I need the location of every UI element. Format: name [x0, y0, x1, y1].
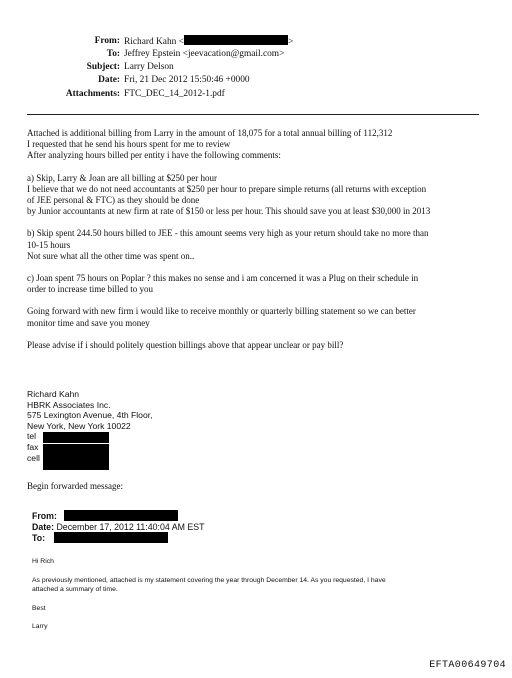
subject-label: Subject:	[86, 62, 120, 72]
forwarded-greeting: Hi Rich	[32, 558, 54, 565]
from-value	[124, 35, 293, 49]
forwarded-message-line: attached a summary of time.	[32, 586, 118, 593]
redaction-box	[43, 453, 109, 470]
forwarded-body	[32, 557, 452, 631]
email-body	[27, 128, 482, 351]
signature-tel: tel	[27, 431, 37, 442]
body-line: Going forward with new firm i would like to receive monthly or quarterly billing statement so we can better	[27, 306, 416, 317]
body-line: Not sure what all the other time was spent on..	[27, 250, 195, 261]
body-line: After analyzing hours billed per entity i have the following comments:	[27, 150, 281, 161]
forwarded-to-label: To:	[32, 533, 46, 543]
forwarded-message-line: As previously mentioned, attached is my statement covering the year through December 14. As you requested, I have	[32, 577, 386, 584]
forwarded-date-value: December 17, 2012 11:40:04 AM EST	[56, 522, 205, 532]
from-label: From:	[94, 36, 120, 46]
signature-fax: fax	[27, 441, 39, 452]
redaction-box	[43, 432, 109, 443]
body-line: b) Skip spent 244.50 hours billed to JEE - this amount seems very high as your return should take no more than	[27, 228, 429, 239]
from-close: >	[287, 37, 294, 47]
redaction-box	[64, 510, 178, 521]
signature-address: 575 Lexington Avenue, 4th Floor,	[27, 410, 153, 421]
signature-address: New York, New York 10022	[27, 420, 131, 431]
subject-value: Larry Delson	[124, 62, 174, 72]
attachment-file-link[interactable]: FTC_DEC_14_2012-1.pdf	[124, 89, 225, 99]
signature-name: Richard Kahn	[27, 389, 80, 399]
document-id: EFTA00649704	[429, 660, 506, 671]
redaction-box	[54, 532, 168, 543]
from-name: Richard Kahn <	[124, 37, 184, 47]
body-line: order to increase time billed to you	[27, 284, 153, 295]
body-line: 10-15 hours	[27, 239, 71, 250]
body-line: Attached is additional billing from Larry in the amount of 18,075 for a total annual billing of 112,312	[27, 128, 393, 138]
body-line: c) Joan spent 75 hours on Poplar ? this makes no sense and i am concerned it was a Plug on their schedule in	[27, 273, 419, 284]
forwarded-sender-name: Larry	[32, 623, 48, 630]
body-line: monitor time and save you money	[27, 317, 150, 328]
body-line: a) Skip, Larry & Joan are all billing at $250 per hour	[27, 172, 217, 183]
body-line: Please advise if i should politely question billings above that appear unclear or pay bill?	[27, 339, 344, 350]
signature-company: HBRK Associates Inc.	[27, 399, 111, 410]
body-line: by Junior accountants at new firm at rate of $150 or less per hour. This should save you at least $30,000 in 2013	[27, 206, 431, 217]
attachments-label: Attachments:	[65, 89, 120, 99]
to-label: To:	[106, 49, 120, 59]
to-value: Jeffrey Epstein <jeevacation@gmail.com>	[124, 49, 285, 59]
signature-cell: cell	[27, 452, 40, 463]
forwarded-from-label: From:	[32, 511, 57, 521]
forwarded-closing: Best	[32, 605, 46, 612]
header-divider	[27, 114, 479, 115]
body-line: of JEE personal & FTC) as they should be done	[27, 195, 200, 206]
forwarded-date-label: Date:	[32, 522, 54, 532]
date-value: Fri, 21 Dec 2012 15:50:46 +0000	[124, 75, 250, 85]
forwarded-intro: Begin forwarded message:	[27, 481, 123, 491]
body-line: I believe that we do not need accountants at $250 per hour to prepare simple returns (all returns with exception	[27, 183, 427, 194]
body-line: I requested that he send his hours spent for me to review	[27, 139, 231, 150]
date-label: Date:	[98, 75, 120, 85]
redaction-box	[184, 35, 288, 45]
